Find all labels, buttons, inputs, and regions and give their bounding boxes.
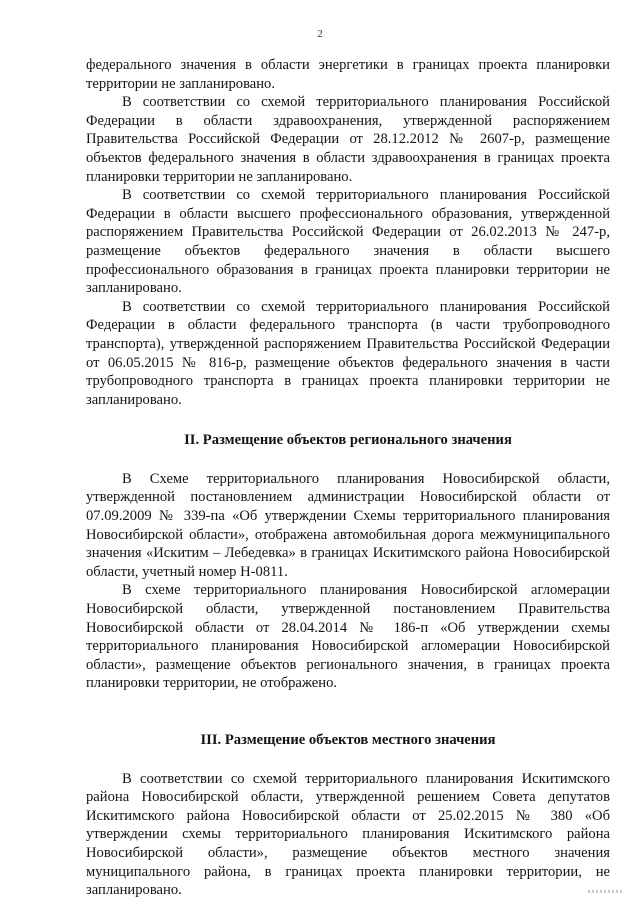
paragraph-pipeline-transport: В соответствии со схемой территориального планирования Российской Федерации в области федерального транспорта (в части трубопроводного транспорта), утвержденной распоряжением Правительства Российской Федерации от 06.05.2015 № 816-р, размещение объектов федерального значения в части трубопроводного транспорта в границах проекта планировки территории не запланировано. bbox=[86, 298, 610, 408]
page-number: 2 bbox=[317, 28, 323, 40]
paragraph-education: В соответствии со схемой территориального планирования Российской Федерации в области высшего профессионального образования, утвержденной распоряжением Правительства Российской Федерации от 26.02.2013 № 247-р, размещение объектов федерального значения в области высшего профессионального образования в границах проекта планировки территории не запланировано. bbox=[86, 187, 610, 297]
paragraph-regional-road: В Схеме территориального планирования Новосибирской области, утвержденной постановлением администрации Новосибирской области от 07.09.2009 № 339-па «Об утверждении Схемы территориального планирования Новосибирской области», отображена автомобильная дорога межмуниципального значения «Искитим – Лебедевка» в границах Искитимского района Новосибирской области, учетный номер Н-0811. bbox=[86, 470, 610, 580]
section-heading-regional: II. Размещение объектов регионального значения bbox=[184, 432, 512, 449]
document-body bbox=[86, 56, 610, 900]
paragraph-agglomeration: В схеме территориального планирования Новосибирской агломерации Новосибирской области, утвержденной постановлением Правительства Новосибирской области от 28.04.2014 № 186-п «Об утверждении схемы территориального планирования Новосибирской агломерации Новосибирской области», размещение объектов регионального значения, в границах проекта планировки территории, не отображено. bbox=[86, 582, 610, 692]
paragraph-continuation: федерального значения в области энергетики в границах проекта планировки территории не запланировано. bbox=[86, 57, 610, 92]
paragraph-healthcare: В соответствии со схемой территориального планирования Российской Федерации в области здравоохранения, утвержденной распоряжением Правительства Российской Федерации от 28.12.2012 № 2607-р, размещение объектов федерального значения в области здравоохранения в границах проекта планировки территории не запланировано. bbox=[86, 94, 610, 185]
section-heading-local: III. Размещение объектов местного значения bbox=[200, 732, 496, 748]
scan-artifact bbox=[588, 890, 624, 893]
paragraph-local-objects: В соответствии со схемой территориального планирования Искитимского района Новосибирской области, утвержденной решением Совета депутатов Искитимского района Новосибирской области от 25.02.2015 № 380 «Об утверждении схемы территориального планирования Искитимского района Новосибирской области», размещение объектов местного значения муниципального района, в границах проекта планировки территории, не запланировано. bbox=[86, 770, 610, 899]
